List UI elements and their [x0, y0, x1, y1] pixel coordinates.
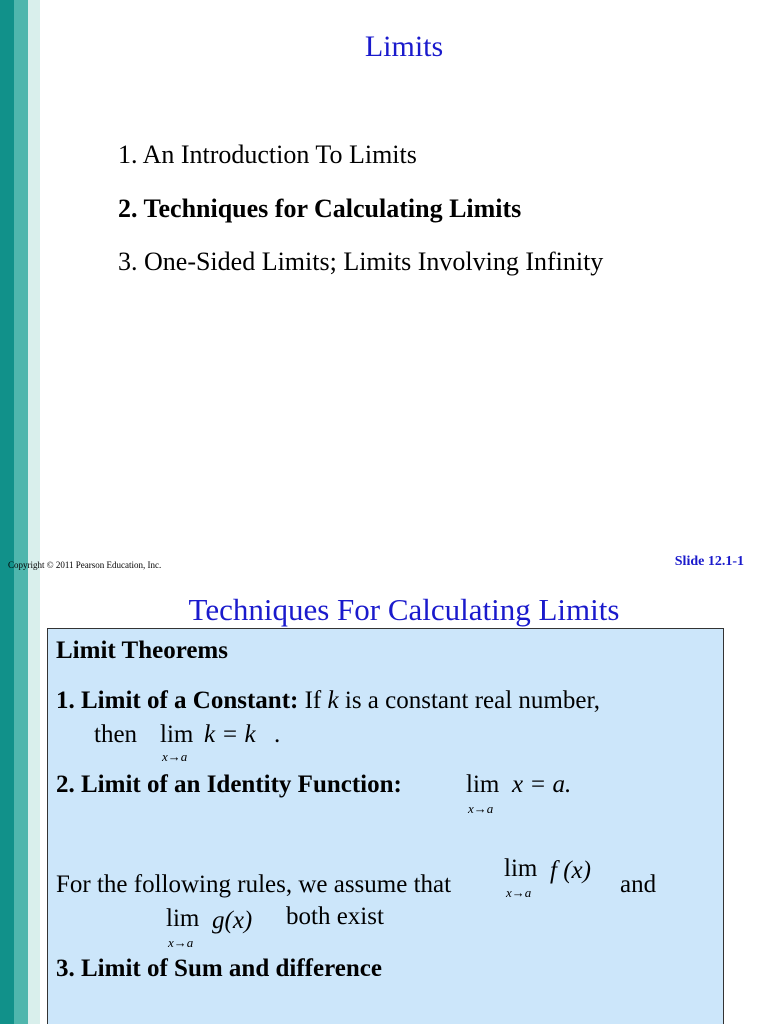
lim-subscript: x→a [468, 801, 494, 816]
rule-1-line [56, 687, 600, 715]
sidebar-band-dark [0, 0, 14, 576]
lim-subscript: x→a [162, 749, 188, 764]
rule-2-expression: x = a. [512, 771, 572, 798]
slide-number: Slide 12.1-1 [674, 554, 744, 569]
rule-1-var: k [327, 687, 339, 714]
assumption-text: For the following rules, we assume that [56, 871, 452, 898]
rule-3-label: 3. Limit of Sum and difference [56, 955, 382, 982]
sidebar-accent [0, 0, 40, 576]
rule-1-period: . [274, 721, 281, 748]
sidebar-band-light [28, 0, 40, 576]
both-exist-text: both exist [286, 903, 384, 930]
outline-item-2-current: 2. Techniques for Calculating Limits [118, 194, 522, 223]
theorems-heading: Limit Theorems [56, 637, 228, 664]
rule-1-label: 1. Limit of a Constant: [56, 687, 299, 714]
outline-item-1: 1. An Introduction To Limits [118, 140, 417, 169]
lim-operator: lim [166, 905, 200, 932]
lim-operator: lim [504, 855, 538, 882]
slide-title: Techniques For Calculating Limits [188, 592, 620, 627]
assumption-limit-f [504, 855, 538, 900]
assumption-and: and [620, 871, 657, 898]
rule-1-limit [160, 721, 194, 764]
outline-item-3: 3. One-Sided Limits; Limits Involving Infinity [118, 247, 604, 276]
assumption-limit-g [166, 905, 200, 950]
rule-1-expression: k = k [204, 721, 256, 748]
lim-subscript: x→a [506, 885, 532, 900]
rule-2-limit [466, 771, 500, 816]
slide-title: Limits [364, 30, 444, 63]
copyright-text: Copyright © 2011 Pearson Education, Inc. [8, 560, 162, 570]
sidebar-band-dark [0, 576, 14, 1024]
sidebar-band-mid [14, 576, 28, 1024]
sidebar-band-light [28, 576, 40, 1024]
slide-2 [0, 576, 768, 1024]
rule-1-rest: is a constant real number, [338, 687, 601, 714]
lim-operator: lim [466, 771, 500, 798]
lim-subscript: x→a [168, 935, 194, 950]
theorem-box [47, 628, 724, 1024]
sidebar-band-mid [14, 0, 28, 576]
rule-1-if: If [298, 687, 328, 714]
sidebar-accent [0, 576, 40, 1024]
function-f: f (x) [550, 857, 591, 884]
lim-operator: lim [160, 721, 194, 748]
rule-1-then: then [94, 721, 138, 748]
function-g: g(x) [212, 907, 253, 934]
rule-2-label: 2. Limit of an Identity Function: [56, 771, 402, 798]
